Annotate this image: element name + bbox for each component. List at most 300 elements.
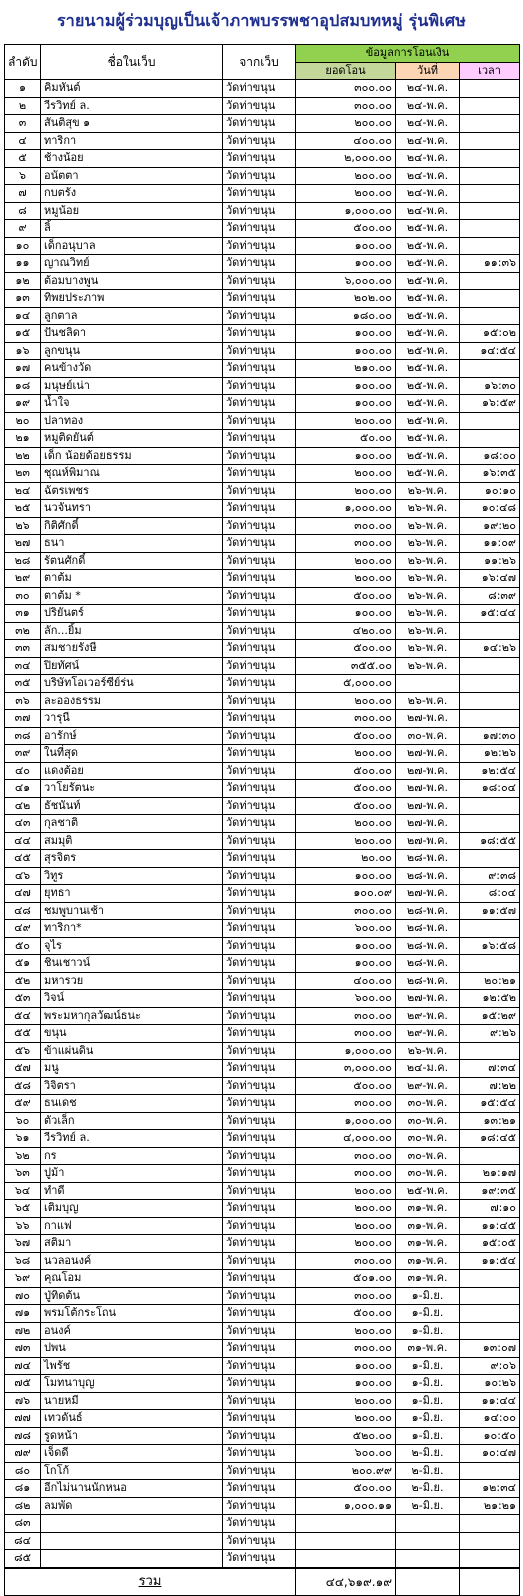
table-row	[5, 1392, 520, 1410]
cell-name: ปลาทอง	[41, 412, 223, 430]
cell-from: วัดท่าขนุน	[223, 535, 296, 553]
cell-from: วัดท่าขนุน	[223, 727, 296, 745]
cell-no: ๕๕	[5, 1025, 41, 1043]
cell-date: ๒๘-พ.ค.	[396, 937, 460, 955]
cell-date: ๒๗-พ.ค.	[396, 762, 460, 780]
table-row	[5, 132, 520, 150]
cell-name: เด็กอนุบาล	[41, 237, 223, 255]
cell-from: วัดท่าขนุน	[223, 780, 296, 798]
cell-time	[460, 675, 520, 693]
cell-name	[41, 1532, 223, 1550]
cell-name: ต้อมบางพูน	[41, 272, 223, 290]
cell-amount: ๔๐๐.๐๐	[296, 972, 396, 990]
cell-date: ๑-มิ.ย.	[396, 1392, 460, 1410]
cell-from: วัดท่าขนุน	[223, 570, 296, 588]
cell-amount: ๑๐๐.๐๐	[296, 937, 396, 955]
cell-date: ๒๙-พ.ค.	[396, 1025, 460, 1043]
cell-date: ๒๕-พ.ค.	[396, 377, 460, 395]
cell-time	[460, 115, 520, 133]
cell-from: วัดท่าขนุน	[223, 587, 296, 605]
table-row	[5, 1200, 520, 1218]
cell-time: ๙:๒๖	[460, 1025, 520, 1043]
cell-amount: ๒๐๐.๐๐	[296, 167, 396, 185]
cell-time: ๑๖:๓๐	[460, 377, 520, 395]
cell-no: ๒๖	[5, 517, 41, 535]
cell-name: อนงค์	[41, 1322, 223, 1340]
table-row	[5, 1217, 520, 1235]
cell-name: เจ็ดดี	[41, 1445, 223, 1463]
table-row	[5, 570, 520, 588]
total-label: รวม	[5, 1568, 296, 1596]
cell-time: ๑๐:๔๗	[460, 1445, 520, 1463]
table-row	[5, 1077, 520, 1095]
table-row	[5, 1340, 520, 1358]
cell-name: ข้าแผ่นดิน	[41, 1042, 223, 1060]
cell-amount: ๖๐๐.๐๐	[296, 990, 396, 1008]
cell-time: ๑๕:๔๔	[460, 605, 520, 623]
cell-name: ทำดี	[41, 1182, 223, 1200]
cell-no: ๕๑	[5, 955, 41, 973]
cell-date: ๒๗-พ.ค.	[396, 797, 460, 815]
header-date: วันที่	[396, 62, 460, 80]
cell-time: ๑๒:๕๔	[460, 762, 520, 780]
cell-no: ๕๙	[5, 1095, 41, 1113]
cell-amount: ๒๐๐.๐๐	[296, 115, 396, 133]
header-amount: ยอดโอน	[296, 62, 396, 80]
cell-amount: ๓๐๐.๐๐	[296, 535, 396, 553]
cell-no: ๓๘	[5, 727, 41, 745]
cell-time: ๑๗:๓๐	[460, 727, 520, 745]
table-row	[5, 167, 520, 185]
cell-amount: ๑๐๐.๐๐	[296, 237, 396, 255]
cell-amount: ๕๐๐.๐๐	[296, 780, 396, 798]
cell-from: วัดท่าขนุน	[223, 867, 296, 885]
cell-amount: ๔๒๐.๐๐	[296, 622, 396, 640]
table-row	[5, 797, 520, 815]
cell-time	[460, 797, 520, 815]
cell-from: วัดท่าขนุน	[223, 1235, 296, 1253]
cell-amount: ๑๐๐.๐๐	[296, 1357, 396, 1375]
table-row	[5, 377, 520, 395]
cell-name: กิติศักดิ์	[41, 517, 223, 535]
cell-time	[460, 1322, 520, 1340]
cell-name: ยุทธา	[41, 885, 223, 903]
cell-name: สติมา	[41, 1235, 223, 1253]
table-row	[5, 1480, 520, 1498]
cell-date: ๒๕-พ.ค.	[396, 255, 460, 273]
cell-time	[460, 97, 520, 115]
cell-no: ๘๓	[5, 1515, 41, 1533]
cell-time: ๑๕:๐๕	[460, 1235, 520, 1253]
cell-name: จุไร	[41, 937, 223, 955]
cell-date	[396, 1550, 460, 1568]
cell-from: วัดท่าขนุน	[223, 1095, 296, 1113]
table-row	[5, 1462, 520, 1480]
cell-time: ๒๑:๑๗	[460, 1165, 520, 1183]
table-row	[5, 920, 520, 938]
cell-from: วัดท่าขนุน	[223, 290, 296, 308]
cell-from: วัดท่าขนุน	[223, 255, 296, 273]
cell-no: ๗๔	[5, 1357, 41, 1375]
cell-amount: ๓๐๐.๐๐	[296, 80, 396, 98]
cell-time: ๑๒:๓๔	[460, 1480, 520, 1498]
cell-name: แดงต้อย	[41, 762, 223, 780]
cell-from: วัดท่าขนุน	[223, 237, 296, 255]
cell-amount: ๓๐๐.๐๐	[296, 517, 396, 535]
cell-name: วิจิตรา	[41, 1077, 223, 1095]
cell-no: ๖๔	[5, 1182, 41, 1200]
cell-time	[460, 1515, 520, 1533]
cell-name: พระมหากุลวัฒน์ธนะ	[41, 1007, 223, 1025]
total-date-cell	[396, 1568, 460, 1596]
table-row	[5, 237, 520, 255]
cell-time	[460, 272, 520, 290]
cell-amount: ๒๐๐.๐๐	[296, 1200, 396, 1218]
cell-date: ๒๔-ม.ค.	[396, 1060, 460, 1078]
cell-name: วีรวิทย์ ล.	[41, 1130, 223, 1148]
cell-date: ๓๑-พ.ค.	[396, 1200, 460, 1218]
table-row	[5, 832, 520, 850]
table-row	[5, 500, 520, 518]
cell-date: ๒๖-พ.ค.	[396, 500, 460, 518]
cell-time: ๑๐:๔๘	[460, 500, 520, 518]
cell-from: วัดท่าขนุน	[223, 1287, 296, 1305]
table-row	[5, 955, 520, 973]
cell-name: อีกไม่นานนักหนอ	[41, 1480, 223, 1498]
cell-time: ๙:๓๘	[460, 867, 520, 885]
cell-amount: ๖๐๐.๐๐	[296, 920, 396, 938]
cell-amount: ๒๐.๐๐	[296, 850, 396, 868]
cell-name: เติมบุญ	[41, 1200, 223, 1218]
table-row	[5, 307, 520, 325]
cell-time	[460, 955, 520, 973]
table-row	[5, 482, 520, 500]
cell-date: ๓๑-พ.ค.	[396, 1252, 460, 1270]
total-row	[5, 1568, 520, 1596]
cell-date: ๒๖-พ.ค.	[396, 517, 460, 535]
cell-no: ๘	[5, 202, 41, 220]
cell-from: วัดท่าขนุน	[223, 710, 296, 728]
cell-name: ลมพัด	[41, 1497, 223, 1515]
cell-from: วัดท่าขนุน	[223, 1322, 296, 1340]
cell-amount: ๑๐๐.๐๐	[296, 1375, 396, 1393]
cell-from: วัดท่าขนุน	[223, 850, 296, 868]
cell-name: ลัก...ยิ้ม	[41, 622, 223, 640]
cell-no: ๖๘	[5, 1252, 41, 1270]
cell-no: ๗๓	[5, 1340, 41, 1358]
table-row	[5, 885, 520, 903]
cell-no: ๑๙	[5, 395, 41, 413]
cell-time	[460, 237, 520, 255]
table-row	[5, 710, 520, 728]
cell-time: ๘:๓๙	[460, 587, 520, 605]
cell-time: ๑๔:๒๖	[460, 640, 520, 658]
cell-no: ๓๖	[5, 692, 41, 710]
cell-date: ๒๖-พ.ค.	[396, 622, 460, 640]
table-row	[5, 605, 520, 623]
cell-amount: ๒๐๐.๐๐	[296, 832, 396, 850]
cell-amount: ๓๐๐.๐๐	[296, 1340, 396, 1358]
table-body	[5, 80, 520, 1568]
cell-amount: ๕๐๐.๐๐	[296, 640, 396, 658]
cell-date: ๒๗-พ.ค.	[396, 815, 460, 833]
cell-date: ๒๕-พ.ค.	[396, 447, 460, 465]
cell-from: วัดท่าขนุน	[223, 1147, 296, 1165]
cell-date: ๒๕-พ.ค.	[396, 1182, 460, 1200]
cell-from: วัดท่าขนุน	[223, 325, 296, 343]
cell-from: วัดท่าขนุน	[223, 202, 296, 220]
cell-time: ๑๘:๐๐	[460, 447, 520, 465]
cell-no: ๒๓	[5, 465, 41, 483]
cell-date: ๒๘-พ.ค.	[396, 920, 460, 938]
cell-from: วัดท่าขนุน	[223, 307, 296, 325]
cell-time: ๑๕:๐๒	[460, 325, 520, 343]
cell-date: ๒๕-พ.ค.	[396, 360, 460, 378]
cell-time	[460, 710, 520, 728]
cell-amount: ๒๐๐.๐๐	[296, 1182, 396, 1200]
cell-time: ๗:๓๔	[460, 1060, 520, 1078]
cell-name: กาแฟ	[41, 1217, 223, 1235]
cell-name: คิมหันต์	[41, 80, 223, 98]
cell-from: วัดท่าขนุน	[223, 377, 296, 395]
cell-name: ละอองธรรม	[41, 692, 223, 710]
cell-no: ๘๕	[5, 1550, 41, 1568]
cell-no: ๗๘	[5, 1427, 41, 1445]
cell-amount: ๒,๐๐๐.๐๐	[296, 150, 396, 168]
header-time: เวลา	[460, 62, 520, 80]
table-row	[5, 1410, 520, 1428]
cell-date: ๒๘-พ.ค.	[396, 902, 460, 920]
cell-from: วัดท่าขนุน	[223, 132, 296, 150]
cell-name: ชุณห์พิมาณ	[41, 465, 223, 483]
header-from: จากเว็บ	[223, 45, 296, 80]
cell-date: ๒๗-พ.ค.	[396, 780, 460, 798]
cell-from: วัดท่าขนุน	[223, 500, 296, 518]
cell-no: ๒๑	[5, 430, 41, 448]
cell-time: ๑๐:๕๐	[460, 1427, 520, 1445]
cell-name: ญาณวิทย์	[41, 255, 223, 273]
cell-name: ตาต้ม	[41, 570, 223, 588]
cell-name: หมูติดยันต์	[41, 430, 223, 448]
cell-time	[460, 220, 520, 238]
cell-time	[460, 1305, 520, 1323]
cell-time	[460, 1042, 520, 1060]
cell-amount: ๖,๐๐๐.๐๐	[296, 272, 396, 290]
table-row	[5, 640, 520, 658]
cell-from: วัดท่าขนุน	[223, 167, 296, 185]
cell-date: ๒๕-พ.ค.	[396, 272, 460, 290]
cell-amount: ๒๐๐.๐๐	[296, 1392, 396, 1410]
cell-name: รูดหน้า	[41, 1427, 223, 1445]
table-row	[5, 325, 520, 343]
table-row	[5, 1445, 520, 1463]
cell-amount: ๓๐๐.๐๐	[296, 1252, 396, 1270]
cell-amount: ๑๐๐.๐๐	[296, 395, 396, 413]
cell-amount: ๒๑๐.๐๐	[296, 360, 396, 378]
cell-date: ๒-มิ.ย.	[396, 1497, 460, 1515]
cell-time	[460, 185, 520, 203]
cell-amount: ๒๐๐.๐๐	[296, 465, 396, 483]
cell-no: ๒๘	[5, 552, 41, 570]
header-no: ลำดับ	[5, 45, 41, 80]
cell-time: ๑๘:๐๔	[460, 780, 520, 798]
cell-amount: ๒๐๐.๐๐	[296, 1235, 396, 1253]
cell-no: ๖๒	[5, 1147, 41, 1165]
cell-no: ๔๘	[5, 902, 41, 920]
cell-from: วัดท่าขนุน	[223, 360, 296, 378]
cell-from: วัดท่าขนุน	[223, 745, 296, 763]
cell-from: วัดท่าขนุน	[223, 1217, 296, 1235]
cell-date: ๒๖-พ.ค.	[396, 692, 460, 710]
cell-amount: ๓๐๐.๐๐	[296, 1165, 396, 1183]
cell-name: ปริยันตร์	[41, 605, 223, 623]
cell-time	[460, 412, 520, 430]
cell-no: ๖๕	[5, 1200, 41, 1218]
cell-from: วัดท่าขนุน	[223, 1252, 296, 1270]
cell-no: ๘๑	[5, 1480, 41, 1498]
cell-no: ๕๒	[5, 972, 41, 990]
cell-date: ๑-มิ.ย.	[396, 1375, 460, 1393]
cell-name: ตาต้ม *	[41, 587, 223, 605]
cell-name: สมมุติ	[41, 832, 223, 850]
cell-date: ๑-มิ.ย.	[396, 1357, 460, 1375]
cell-amount: ๒๐๐.๐๐	[296, 482, 396, 500]
cell-from: วัดท่าขนุน	[223, 657, 296, 675]
table-row	[5, 220, 520, 238]
page-title: รายนามผู้ร่วมบุญเป็นเจ้าภาพบรรพชาอุปสมบทหมู่ รุ่นพิเศษ	[56, 11, 466, 30]
cell-name	[41, 1550, 223, 1568]
table-row	[5, 1112, 520, 1130]
table-row	[5, 115, 520, 133]
cell-amount: ๑,๐๐๐.๑๑	[296, 1497, 396, 1515]
cell-no: ๑	[5, 80, 41, 98]
cell-from: วัดท่าขนุน	[223, 972, 296, 990]
cell-from: วัดท่าขนุน	[223, 1375, 296, 1393]
header-name: ชื่อในเว็บ	[41, 45, 223, 80]
cell-no: ๗๕	[5, 1375, 41, 1393]
cell-date: ๒๘-พ.ค.	[396, 850, 460, 868]
cell-from: วัดท่าขนุน	[223, 1445, 296, 1463]
cell-name: อนัตตา	[41, 167, 223, 185]
cell-name: นวลอนงค์	[41, 1252, 223, 1270]
donor-table	[4, 44, 520, 1596]
cell-from: วัดท่าขนุน	[223, 1042, 296, 1060]
cell-name: ธัชนันท์	[41, 797, 223, 815]
table-row	[5, 1095, 520, 1113]
cell-date: ๒๕-พ.ค.	[396, 307, 460, 325]
cell-time	[460, 430, 520, 448]
cell-amount: ๑๐๐.๐๐	[296, 955, 396, 973]
table-row	[5, 97, 520, 115]
cell-time: ๗:๑๐	[460, 1200, 520, 1218]
cell-date: ๓๑-พ.ค.	[396, 1217, 460, 1235]
table-row	[5, 465, 520, 483]
cell-time	[460, 1147, 520, 1165]
cell-date: ๓๐-พ.ค.	[396, 1130, 460, 1148]
cell-no: ๕๓	[5, 990, 41, 1008]
cell-amount: ๓,๐๐๐.๐๐	[296, 1060, 396, 1078]
cell-name: คนข้างวัด	[41, 360, 223, 378]
cell-from: วัดท่าขนุน	[223, 1165, 296, 1183]
cell-no: ๔๔	[5, 832, 41, 850]
cell-time: ๑๕:๒๙	[460, 1007, 520, 1025]
cell-amount: ๔,๐๐๐.๐๐	[296, 1130, 396, 1148]
cell-time: ๑๕:๕๔	[460, 1095, 520, 1113]
cell-from: วัดท่าขนุน	[223, 902, 296, 920]
cell-no: ๗๖	[5, 1392, 41, 1410]
cell-time	[460, 307, 520, 325]
table-row	[5, 1007, 520, 1025]
cell-name: ลิ้	[41, 220, 223, 238]
cell-amount: ๒๐๐.๐๐	[296, 1322, 396, 1340]
cell-amount: ๓๐๐.๐๐	[296, 1025, 396, 1043]
cell-amount: ๓๐๐.๐๐	[296, 902, 396, 920]
cell-no: ๑๘	[5, 377, 41, 395]
table-row	[5, 727, 520, 745]
header-transfer-group: ข้อมูลการโอนเงิน	[296, 45, 520, 63]
cell-date: ๒๕-พ.ค.	[396, 220, 460, 238]
cell-name: วารุนี	[41, 710, 223, 728]
cell-no: ๓๑	[5, 605, 41, 623]
cell-name: กุลชาติ	[41, 815, 223, 833]
cell-no: ๓๒	[5, 622, 41, 640]
cell-time: ๑๘:๕๕	[460, 832, 520, 850]
cell-time: ๑๒:๒๖	[460, 745, 520, 763]
cell-date: ๒๕-พ.ค.	[396, 430, 460, 448]
cell-time: ๑๑:๓๖	[460, 255, 520, 273]
cell-date: ๑-มิ.ย.	[396, 1305, 460, 1323]
cell-time: ๑๖:๕๘	[460, 937, 520, 955]
cell-no: ๖๙	[5, 1270, 41, 1288]
table-row	[5, 1060, 520, 1078]
cell-date: ๒๔-พ.ค.	[396, 167, 460, 185]
cell-time: ๑๖:๕๙	[460, 395, 520, 413]
cell-from: วัดท่าขนุน	[223, 605, 296, 623]
cell-date: ๒๗-พ.ค.	[396, 990, 460, 1008]
cell-amount: ๒๐๒.๐๐	[296, 290, 396, 308]
cell-date: ๒๔-พ.ค.	[396, 115, 460, 133]
cell-time: ๑๑:๕๗	[460, 902, 520, 920]
cell-amount: ๒๐๐.๐๐	[296, 692, 396, 710]
cell-no: ๙	[5, 220, 41, 238]
cell-time	[460, 80, 520, 98]
cell-from: วัดท่าขนุน	[223, 1007, 296, 1025]
cell-no: ๑๕	[5, 325, 41, 343]
cell-name: สุรจิตร	[41, 850, 223, 868]
cell-time	[460, 657, 520, 675]
table-row	[5, 1025, 520, 1043]
cell-amount: ๓๐๐.๐๐	[296, 1095, 396, 1113]
cell-name: ปันชลิดา	[41, 325, 223, 343]
table-row	[5, 1305, 520, 1323]
cell-from: วัดท่าขนุน	[223, 395, 296, 413]
cell-date: ๒๘-พ.ค.	[396, 972, 460, 990]
cell-time	[460, 132, 520, 150]
table-row	[5, 1375, 520, 1393]
cell-no: ๕๗	[5, 1060, 41, 1078]
total-amount: ๔๔,๖๑๙.๑๙	[296, 1568, 396, 1596]
cell-from: วัดท่าขนุน	[223, 920, 296, 938]
cell-date: ๒๖-พ.ค.	[396, 482, 460, 500]
cell-from: วัดท่าขนุน	[223, 1480, 296, 1498]
cell-no: ๑๐	[5, 237, 41, 255]
cell-no: ๒	[5, 97, 41, 115]
cell-from: วัดท่าขนุน	[223, 1357, 296, 1375]
cell-no: ๒๐	[5, 412, 41, 430]
cell-amount: ๒๐๐.๐๐	[296, 815, 396, 833]
cell-time: ๘:๐๔	[460, 885, 520, 903]
cell-no: ๗๒	[5, 1322, 41, 1340]
